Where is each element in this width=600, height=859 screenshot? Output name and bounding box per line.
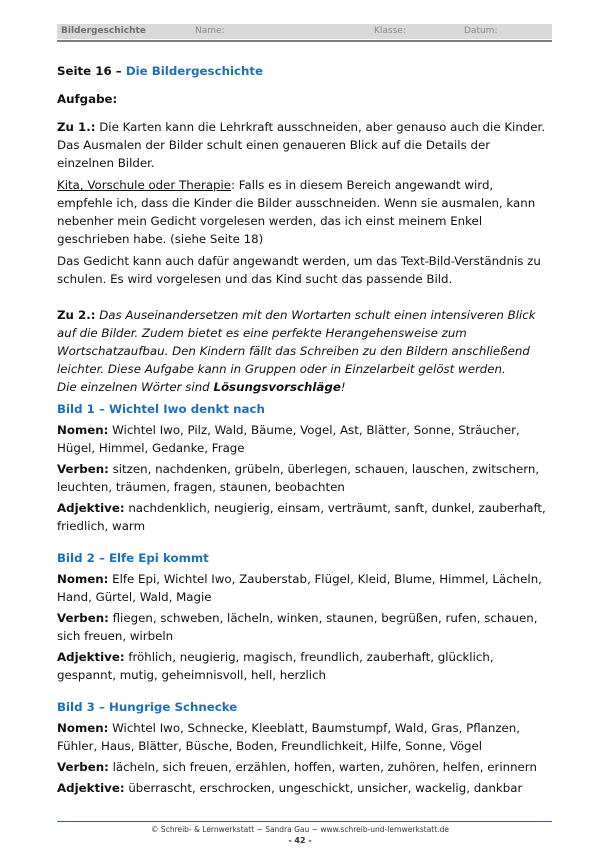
- bild-3-nomen: [57, 719, 549, 755]
- nomen-label: Nomen:: [57, 572, 109, 586]
- header-name-field: Name:: [195, 26, 225, 36]
- bild-section-1: [57, 400, 549, 535]
- nomen-list: Wichtel Iwo, Pilz, Wald, Bäume, Vogel, Ast, Blätter, Sonne, Sträucher, Hügel, Himmel, Gedanke, Frage: [57, 423, 520, 455]
- bild-2-title: Bild 2 – Elfe Epi kommt: [57, 551, 209, 565]
- kita-text: : Falls es in diesem Bereich angewandt wird, empfehle ich, dass die Kinder die Bilder ausschneiden. Wenn sie ausmalen, kann nebenher mein Gedicht vorgelesen werden, das ich einst meinem Enkel geschrieben habe. (siehe Seite 18): [57, 178, 536, 246]
- bild-2-verben: [57, 609, 549, 645]
- bild-1-adjektive: [57, 499, 549, 535]
- zu1-text: Die Karten kann die Lehrkraft ausschneiden, aber genauso auch die Kinder. Das Ausmalen der Bilder schult einen genaueren Blick auf die Details der einzelnen Bilder.: [57, 120, 546, 170]
- verben-label: Verben:: [57, 611, 109, 625]
- zu2-paragraph: [57, 306, 549, 378]
- zu2-text: Das Auseinandersetzen mit den Wortarten schult einen intensiveren Blick auf die Bilder. Zudem bietet es eine perfekte Herangehensweise zum Wortschatzaufbau. Den Kindern fällt das Schreiben zu den Bildern anschließend leichter. Diese Aufgabe kann in Gruppen oder in Einzelarbeit gelöst werden.: [57, 308, 536, 376]
- footer-copyright: © Schreib- & Lernwerkstatt ~ Sandra Gau ~ www.schreib-und-lernwerkstatt.de: [151, 825, 449, 834]
- nomen-label: Nomen:: [57, 423, 109, 437]
- bild-3-title: Bild 3 – Hungrige Schnecke: [57, 700, 238, 714]
- header-klasse-field: Klasse:: [374, 26, 406, 36]
- verben-label: Verben:: [57, 760, 109, 774]
- kita-paragraph: [57, 176, 549, 248]
- page-footer: [0, 824, 600, 846]
- page-heading-prefix: Seite 16 –: [57, 64, 122, 78]
- header-title: Bildergeschichte: [61, 26, 146, 36]
- verben-label: Verben:: [57, 462, 109, 476]
- nomen-list: Elfe Epi, Wichtel Iwo, Zauberstab, Flügel, Kleid, Blume, Himmel, Lächeln, Hand, Gürtel, Wald, Magie: [57, 572, 542, 604]
- verben-list: sitzen, nachdenken, grübeln, überlegen, schauen, lauschen, zwitschern, leuchten, träumen, fragen, staunen, beobachten: [57, 462, 540, 494]
- header-rule: [57, 40, 552, 42]
- kita-label: Kita, Vorschule oder Therapie: [57, 178, 232, 192]
- zu2-note: [57, 378, 549, 396]
- zu2-note-pre: Die einzelnen Wörter sind: [57, 380, 214, 394]
- bild-3-adjektive: [57, 779, 549, 797]
- zu2-label: Zu 2.:: [57, 308, 96, 322]
- bild-1-verben: [57, 460, 549, 496]
- verben-list: lächeln, sich freuen, erzählen, hoffen, warten, zuhören, helfen, erinnern: [112, 760, 537, 774]
- bild-2-adjektive: [57, 648, 549, 684]
- bild-1-title: Bild 1 – Wichtel Iwo denkt nach: [57, 402, 265, 416]
- bild-section-2: [57, 549, 549, 684]
- header-datum-field: Datum:: [464, 26, 498, 36]
- bild-1-nomen: [57, 421, 549, 457]
- bild-3-verben: [57, 758, 549, 776]
- adjektive-label: Adjektive:: [57, 650, 125, 664]
- bild-section-3: [57, 698, 549, 797]
- page-content: [57, 62, 549, 797]
- aufgabe-heading: Aufgabe:: [57, 92, 118, 106]
- zu1-label: Zu 1.:: [57, 120, 96, 134]
- page-heading-title: Die Bildergeschichte: [125, 64, 264, 78]
- nomen-label: Nomen:: [57, 721, 109, 735]
- bild-2-nomen: [57, 570, 549, 606]
- verben-list: fliegen, schweben, lächeln, winken, staunen, begrüßen, rufen, schauen, sich freuen, wirbeln: [57, 611, 538, 643]
- worksheet-header: [57, 24, 552, 39]
- adjektive-label: Adjektive:: [57, 501, 125, 515]
- page-heading: [57, 62, 549, 80]
- page-number: - 42 -: [288, 836, 312, 845]
- zu2-note-post: !: [340, 380, 346, 394]
- gedicht-paragraph: Das Gedicht kann auch dafür angewandt werden, um das Text-Bild-Verständnis zu schulen. Es wird vorgelesen und das Kind sucht das passende Bild.: [57, 254, 541, 286]
- footer-rule: [57, 821, 552, 822]
- zu2-note-bold: Lösungsvorschläge: [213, 380, 341, 394]
- adjektive-list: überrascht, erschrocken, ungeschickt, unsicher, wackelig, dankbar: [128, 781, 523, 795]
- adjektive-label: Adjektive:: [57, 781, 125, 795]
- nomen-list: Wichtel Iwo, Schnecke, Kleeblatt, Baumstumpf, Wald, Gras, Pflanzen, Fühler, Haus, Blätter, Büsche, Boden, Freundlichkeit, Hilfe, Sonne, Vögel: [57, 721, 521, 753]
- adjektive-list: fröhlich, neugierig, magisch, freundlich, zauberhaft, glücklich, gespannt, mutig, geheimnisvoll, hell, herzlich: [57, 650, 494, 682]
- adjektive-list: nachdenklich, neugierig, einsam, verträumt, sanft, dunkel, zauberhaft, friedlich, warm: [57, 501, 546, 533]
- zu1-paragraph: [57, 118, 549, 172]
